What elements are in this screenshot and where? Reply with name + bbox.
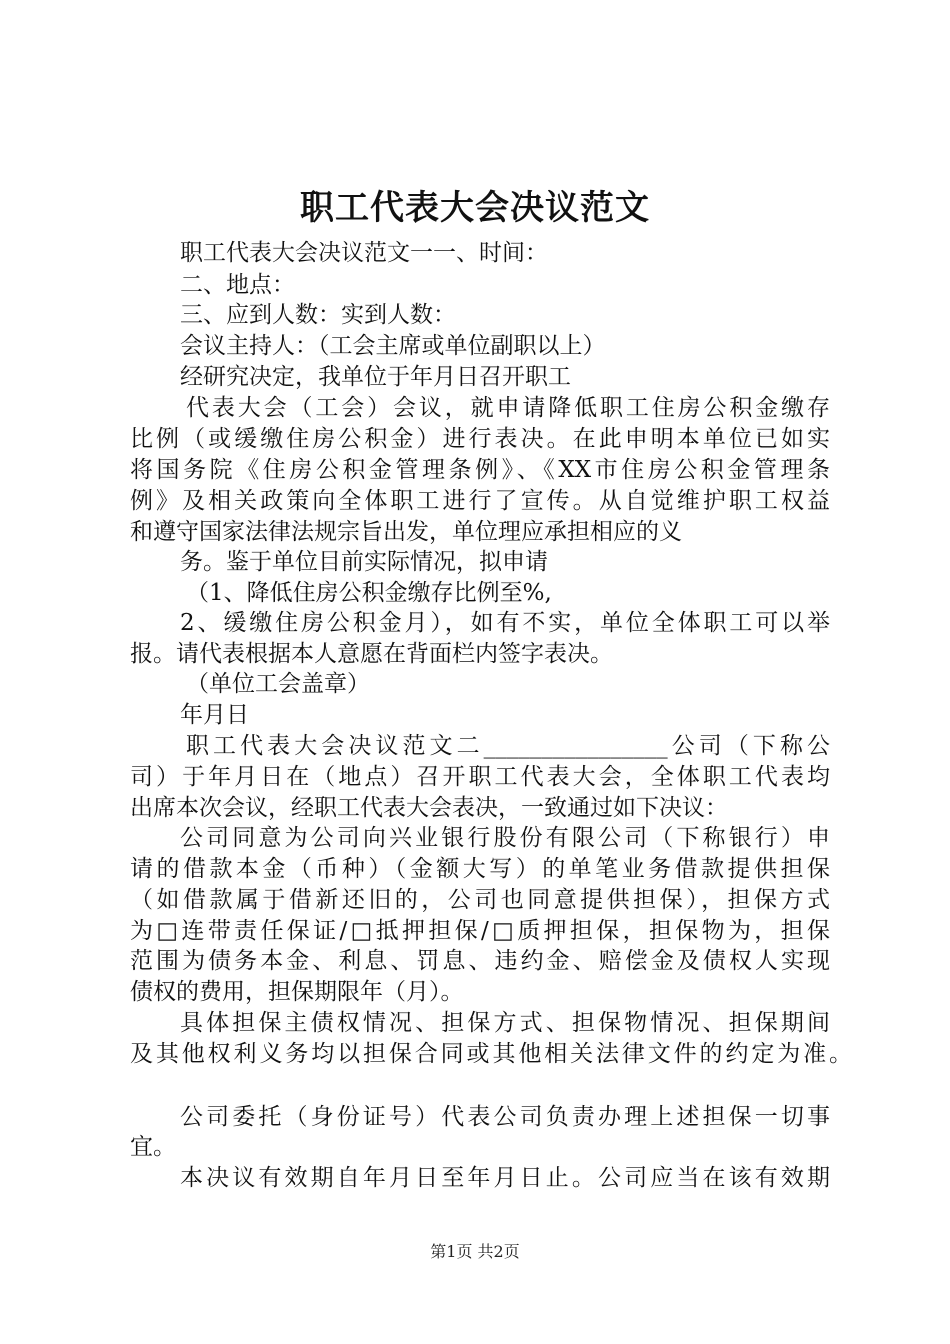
paragraph-line: 本决议有效期自年月日至年月日止。公司应当在该有效期	[180, 1165, 830, 1191]
paragraph-line: 二、地点：	[180, 272, 295, 298]
paragraph-line: 公司委托（身份证号）代表公司负责办理上述担保一切事	[180, 1104, 830, 1130]
paragraph-line: 务。鉴于单位目前实际情况，拟申请	[180, 549, 548, 575]
paragraph-line: 具体担保主债权情况、担保方式、担保物情况、担保期间	[180, 1010, 830, 1036]
paragraph-line: 报。请代表根据本人意愿在背面栏内签字表决。	[130, 641, 613, 667]
paragraph-line: （单位工会盖章）	[186, 671, 370, 697]
paragraph-line: 公司同意为公司向兴业银行股份有限公司（下称银行）申	[180, 825, 830, 851]
paragraph-line: 职工代表大会决议范文一一、时间：	[180, 240, 548, 266]
paragraph-line: 及其他权利义务均以担保合同或其他相关法律文件的约定为准。	[130, 1041, 852, 1067]
paragraph-line: 年月日	[180, 702, 249, 728]
page-footer: 第1页 共2页	[430, 1242, 520, 1261]
paragraph-line: （如借款属于借新还旧的，公司也同意提供担保），担保方式	[130, 887, 830, 913]
paragraph-line: 司）于年月日在（地点）召开职工代表大会，全体职工代表均	[130, 764, 830, 790]
paragraph-line: 债权的费用，担保期限年（月）。	[130, 979, 464, 1005]
paragraph-line: 和遵守国家法律法规宗旨出发，单位理应承担相应的义	[130, 519, 682, 545]
paragraph-line: 为□连带责任保证/□抵押担保/□质押担保，担保物为，担保	[130, 918, 830, 944]
paragraph-line: 代表大会（工会）会议，就申请降低职工住房公积金缴存	[186, 395, 830, 421]
paragraph-line: 出席本次会议，经职工代表大会表决，一致通过如下决议：	[130, 795, 728, 821]
paragraph-line: 请的借款本金（币种）（金额大写）的单笔业务借款提供担保	[130, 856, 830, 882]
page-title: 职工代表大会决议范文	[300, 188, 650, 228]
paragraph-line: 范围为债务本金、利息、罚息、违约金、赔偿金及债权人实现	[130, 948, 830, 974]
paragraph-line: 经研究决定，我单位于年月日召开职工	[180, 364, 571, 390]
paragraph-line: 三、应到人数：实到人数：	[180, 302, 456, 328]
paragraph-line: （1、降低住房公积金缴存比例至%,	[186, 580, 552, 606]
paragraph-line: 将国务院《住房公积金管理条例》、《XX市住房公积金管理条	[130, 457, 830, 483]
paragraph-line: 比例（或缓缴住房公积金）进行表决。在此申明本单位已如实	[130, 426, 830, 452]
paragraph-line: 宜。	[130, 1134, 176, 1160]
paragraph-line: 会议主持人：（工会主席或单位副职以上）	[180, 333, 606, 359]
paragraph-line: 2、缓缴住房公积金月），如有不实，单位全体职工可以举	[180, 610, 830, 636]
paragraph-line: 职工代表大会决议范文二________________公司（下称公	[186, 733, 830, 759]
paragraph-line: 例》及相关政策向全体职工进行了宣传。从自觉维护职工权益	[130, 488, 830, 514]
